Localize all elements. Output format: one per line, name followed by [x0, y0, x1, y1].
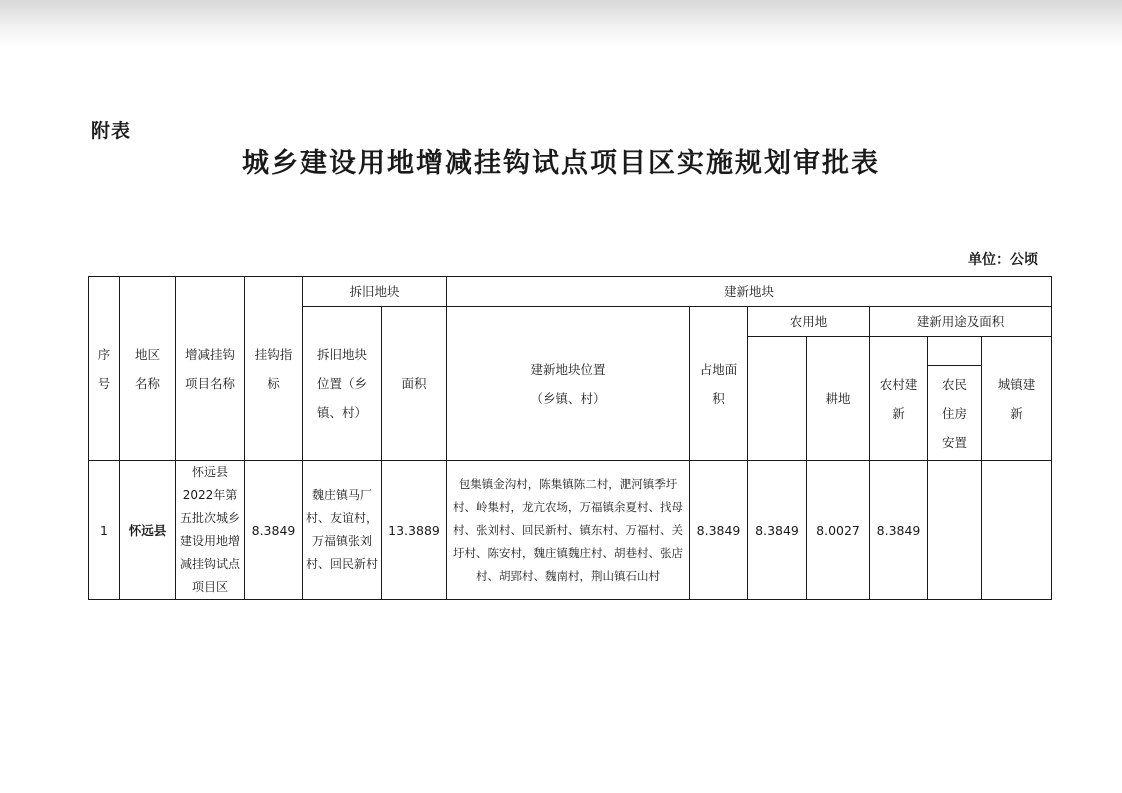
cell-region: 怀远县	[120, 461, 176, 600]
header-new-location	[447, 307, 690, 461]
header-new-location-line2: （乡镇、村）	[530, 390, 606, 406]
unit-label: 单位：公顷	[968, 252, 1038, 268]
cell-demolish-location: 魏庄镇马厂村、友谊村，万福镇张刘村、回民新村	[303, 461, 382, 600]
cell-agri-land: 8.3849	[748, 461, 807, 600]
cell-urban-build	[982, 461, 1052, 600]
approval-table	[88, 276, 1052, 600]
cell-rural-build: 8.3849	[870, 461, 928, 600]
header-seq: 序号	[89, 277, 120, 461]
cell-project: 怀远县2022年第五批次城乡建设用地增减挂钩试点项目区	[176, 461, 245, 600]
cell-arable-land: 8.0027	[807, 461, 870, 600]
cell-demolish-area: 13.3889	[382, 461, 447, 600]
cell-new-location: 包集镇金沟村，陈集镇陈二村，淝河镇季圩村、岭集村，龙亢农场，万福镇余夏村、找母村、张刘村、回民新村、镇东村、万福村、关圩村、陈安村，魏庄镇魏庄村、胡巷村、张店村、胡郢村、魏南村，荆山镇石山村	[447, 461, 690, 600]
header-new-group: 建新地块	[447, 277, 1052, 307]
scan-edge-shadow	[0, 0, 1122, 46]
header-demolish-group: 拆旧地块	[303, 277, 447, 307]
header-agri-land: 农用地	[748, 307, 870, 337]
header-demolish-area: 面积	[382, 307, 447, 461]
header-project: 增减挂钩项目名称	[176, 277, 245, 461]
header-region: 地区名称	[120, 277, 176, 461]
header-urban-build: 城镇建新	[982, 337, 1052, 461]
header-resettlement: 农民住房安置	[928, 366, 982, 461]
header-occupied-area: 占地面积	[690, 307, 748, 461]
cell-seq: 1	[89, 461, 120, 600]
cell-occupied-area: 8.3849	[690, 461, 748, 600]
header-agri-blank	[748, 337, 807, 461]
header-new-use-group: 建新用途及面积	[870, 307, 1052, 337]
header-resettlement-spacer	[928, 337, 982, 366]
cell-resettlement	[928, 461, 982, 600]
page-title: 城乡建设用地增减挂钩试点项目区实施规划审批表	[242, 148, 880, 179]
cell-quota: 8.3849	[245, 461, 303, 600]
header-new-location-line1: 建新地块位置	[530, 361, 606, 377]
header-arable-land: 耕地	[807, 337, 870, 461]
appendix-label: 附表	[91, 120, 132, 142]
header-rural-build: 农村建新	[870, 337, 928, 461]
header-demolish-location: 拆旧地块位置（乡镇、村）	[303, 307, 382, 461]
header-quota: 挂钩指标	[245, 277, 303, 461]
table-row	[89, 461, 1052, 600]
